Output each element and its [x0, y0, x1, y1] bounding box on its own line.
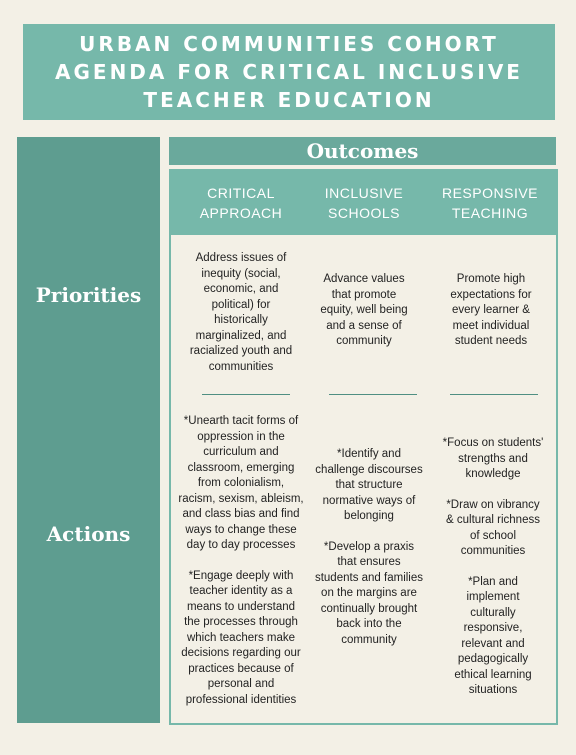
text-line: implement — [466, 591, 520, 603]
text-line: Advance values — [323, 273, 405, 285]
text-line: every learner & — [452, 304, 530, 316]
text-line: meet individual — [452, 319, 530, 332]
text-line: pedagogically — [457, 653, 529, 665]
text-line: *Identify and — [337, 448, 401, 460]
text-line: that ensures — [337, 556, 401, 568]
column-header-bar — [171, 171, 556, 235]
text-line: professional identities — [185, 693, 297, 706]
text-line: normative ways of — [322, 494, 416, 507]
text-line: ethical learning — [454, 668, 532, 681]
text-line: *Draw on vibrancy — [446, 498, 540, 511]
actions-responsive-teaching — [432, 436, 554, 699]
actions-critical-approach — [175, 414, 307, 708]
text-line: personal and — [207, 678, 275, 690]
text-line: continually brought — [320, 602, 418, 615]
column-header-line: CRITICAL — [207, 185, 275, 201]
divider-line — [450, 394, 538, 395]
priority-critical-approach — [181, 251, 301, 375]
text-line: historically — [214, 314, 268, 326]
text-line: community — [341, 633, 397, 646]
text-line: that promote — [331, 288, 397, 301]
text-line: oppression in the — [197, 430, 285, 443]
text-line: of school — [469, 529, 517, 542]
title-line-3: TEACHER EDUCATION — [143, 88, 435, 112]
text-line: racialized youth and — [189, 345, 293, 357]
text-line: culturally — [470, 606, 516, 619]
text-line: *Plan and — [468, 575, 518, 588]
text-line: which teachers make — [186, 631, 296, 644]
text-line: and a sense of — [326, 319, 402, 332]
divider-line — [329, 394, 417, 395]
column-header-inclusive-schools — [300, 183, 428, 223]
text-line: that structure — [335, 479, 403, 491]
title-banner — [23, 24, 555, 120]
text-line: communities — [460, 545, 526, 557]
text-line: day to day processes — [186, 539, 296, 551]
text-line: racism, sexism, ableism, — [178, 492, 304, 505]
row-label-actions: Actions — [46, 522, 131, 546]
text-line: responsive, — [463, 622, 523, 634]
text-line: back into the — [336, 618, 402, 630]
text-line: students and families — [314, 571, 424, 584]
text-line: classroom, emerging — [187, 461, 295, 474]
text-line: Address issues of — [195, 252, 287, 264]
text-line: *Develop a praxis — [323, 540, 415, 553]
divider-line — [202, 394, 290, 395]
text-line: marginalized, and — [195, 329, 287, 342]
text-line: knowledge — [465, 468, 521, 480]
column-header-line: INCLUSIVE — [324, 185, 404, 201]
text-line: challenge discourses — [315, 463, 423, 476]
text-line: the processes through — [184, 616, 298, 628]
text-line: decisions regarding our — [181, 647, 301, 659]
row-label-priorities: Priorities — [35, 283, 142, 307]
text-line: & cultural richness — [446, 514, 540, 526]
priority-responsive-teaching — [432, 272, 550, 350]
row-label-sidebar — [17, 137, 160, 723]
text-line: situations — [468, 684, 518, 696]
text-line: relevant and — [461, 637, 525, 650]
column-header-line: SCHOOLS — [328, 205, 400, 221]
text-line: strengths and — [458, 452, 528, 465]
column-header-line: APPROACH — [199, 205, 283, 221]
text-line: Promote high — [456, 273, 526, 285]
text-line: student needs — [454, 335, 528, 347]
column-header-responsive-teaching — [426, 183, 554, 223]
title-line-2: AGENDA FOR CRITICAL INCLUSIVE — [55, 60, 523, 84]
text-line: *Unearth tacit forms of — [183, 415, 299, 427]
column-header-line: TEACHING — [451, 205, 529, 221]
text-line: and class bias and find — [182, 508, 300, 520]
text-line: belonging — [344, 510, 394, 522]
text-line: curriculum and — [203, 446, 279, 458]
text-line: expectations for — [450, 288, 532, 301]
text-line: communities — [208, 360, 274, 373]
text-line: *Focus on students' — [442, 437, 544, 449]
text-line: teacher identity as a — [189, 585, 293, 597]
text-line: *Engage deeply with — [188, 569, 294, 582]
text-line: equity, well being — [320, 304, 408, 316]
text-line: inequity (social, — [201, 267, 281, 280]
text-line: political) for — [211, 298, 271, 311]
text-line: community — [336, 335, 392, 347]
actions-inclusive-schools — [305, 447, 433, 648]
column-header-line: RESPONSIVE — [441, 185, 539, 201]
title-line-1: URBAN COMMUNITIES COHORT — [79, 32, 499, 56]
text-line: practices because of — [188, 662, 294, 675]
text-line: economic, and — [203, 283, 279, 295]
text-line: means to understand — [186, 600, 296, 613]
outcomes-header: Outcomes — [169, 137, 556, 165]
priority-inclusive-schools — [305, 272, 423, 350]
outcomes-panel — [169, 169, 558, 725]
text-line: from colonialism, — [197, 477, 285, 489]
column-header-critical-approach — [177, 183, 305, 223]
text-line: on the margins are — [321, 587, 417, 599]
text-line: ways to change these — [185, 523, 297, 536]
